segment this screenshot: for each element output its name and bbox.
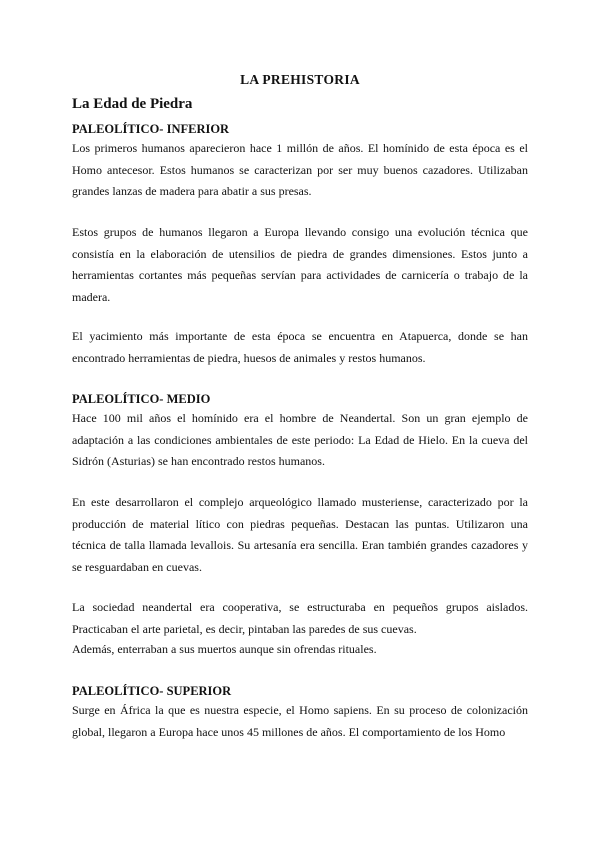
paragraph-inferior-2: Estos grupos de humanos llegaron a Europa llevando consigo una evolución técnica que consistía en la elaboración de utensilios de piedra de grandes dimensiones. Estos junto a herramientas cortantes más pequeñas servían para actividades de carnicería o trabajo de la madera. — [72, 225, 528, 304]
paragraph-medio-2: En este desarrollaron el complejo arqueológico llamado musteriense, caracterizado por la producción de material lítico con piedras pequeñas. Destacan las puntas. Utilizaron una técnica de talla llamada levallois. Su artesanía era sencilla. Eran también grandes cazadores y se resguardaban en cuevas. — [72, 495, 528, 574]
document-subtitle: La Edad de Piedra — [72, 96, 193, 112]
section-heading-medio: PALEOLÍTICO- MEDIO — [72, 392, 211, 406]
paragraph-medio-4: Además, enterraban a sus muertos aunque sin ofrendas rituales. — [72, 642, 377, 656]
paragraph-medio-1: Hace 100 mil años el homínido era el hombre de Neandertal. Son un gran ejemplo de adaptación a las condiciones ambientales de este periodo: La Edad de Hielo. En la cueva del Sidrón (Asturias) se han encontrado restos humanos. — [72, 411, 528, 468]
document-title: LA PREHISTORIA — [240, 72, 360, 87]
paragraph-inferior-1: Los primeros humanos aparecieron hace 1 millón de años. El homínido de esta época es el Homo antecesor. Estos humanos se caracterizan por ser muy buenos cazadores. Utilizaban grandes lanzas de madera para abatir a sus presas. — [72, 141, 528, 198]
paragraph-medio-3: La sociedad neandertal era cooperativa, se estructuraba en pequeños grupos aislados. Practicaban el arte parietal, es decir, pintaban las paredes de sus cuevas. — [72, 600, 528, 636]
paragraph-superior-1: Surge en África la que es nuestra especie, el Homo sapiens. En su proceso de colonización global, llegaron a Europa hace unos 45 millones de años. El comportamiento de los Homo — [72, 703, 528, 739]
section-heading-superior: PALEOLÍTICO- SUPERIOR — [72, 684, 232, 698]
paragraph-inferior-3: El yacimiento más importante de esta época se encuentra en Atapuerca, donde se han encontrado herramientas de piedra, huesos de animales y restos humanos. — [72, 329, 528, 365]
section-heading-inferior: PALEOLÍTICO- INFERIOR — [72, 122, 230, 136]
